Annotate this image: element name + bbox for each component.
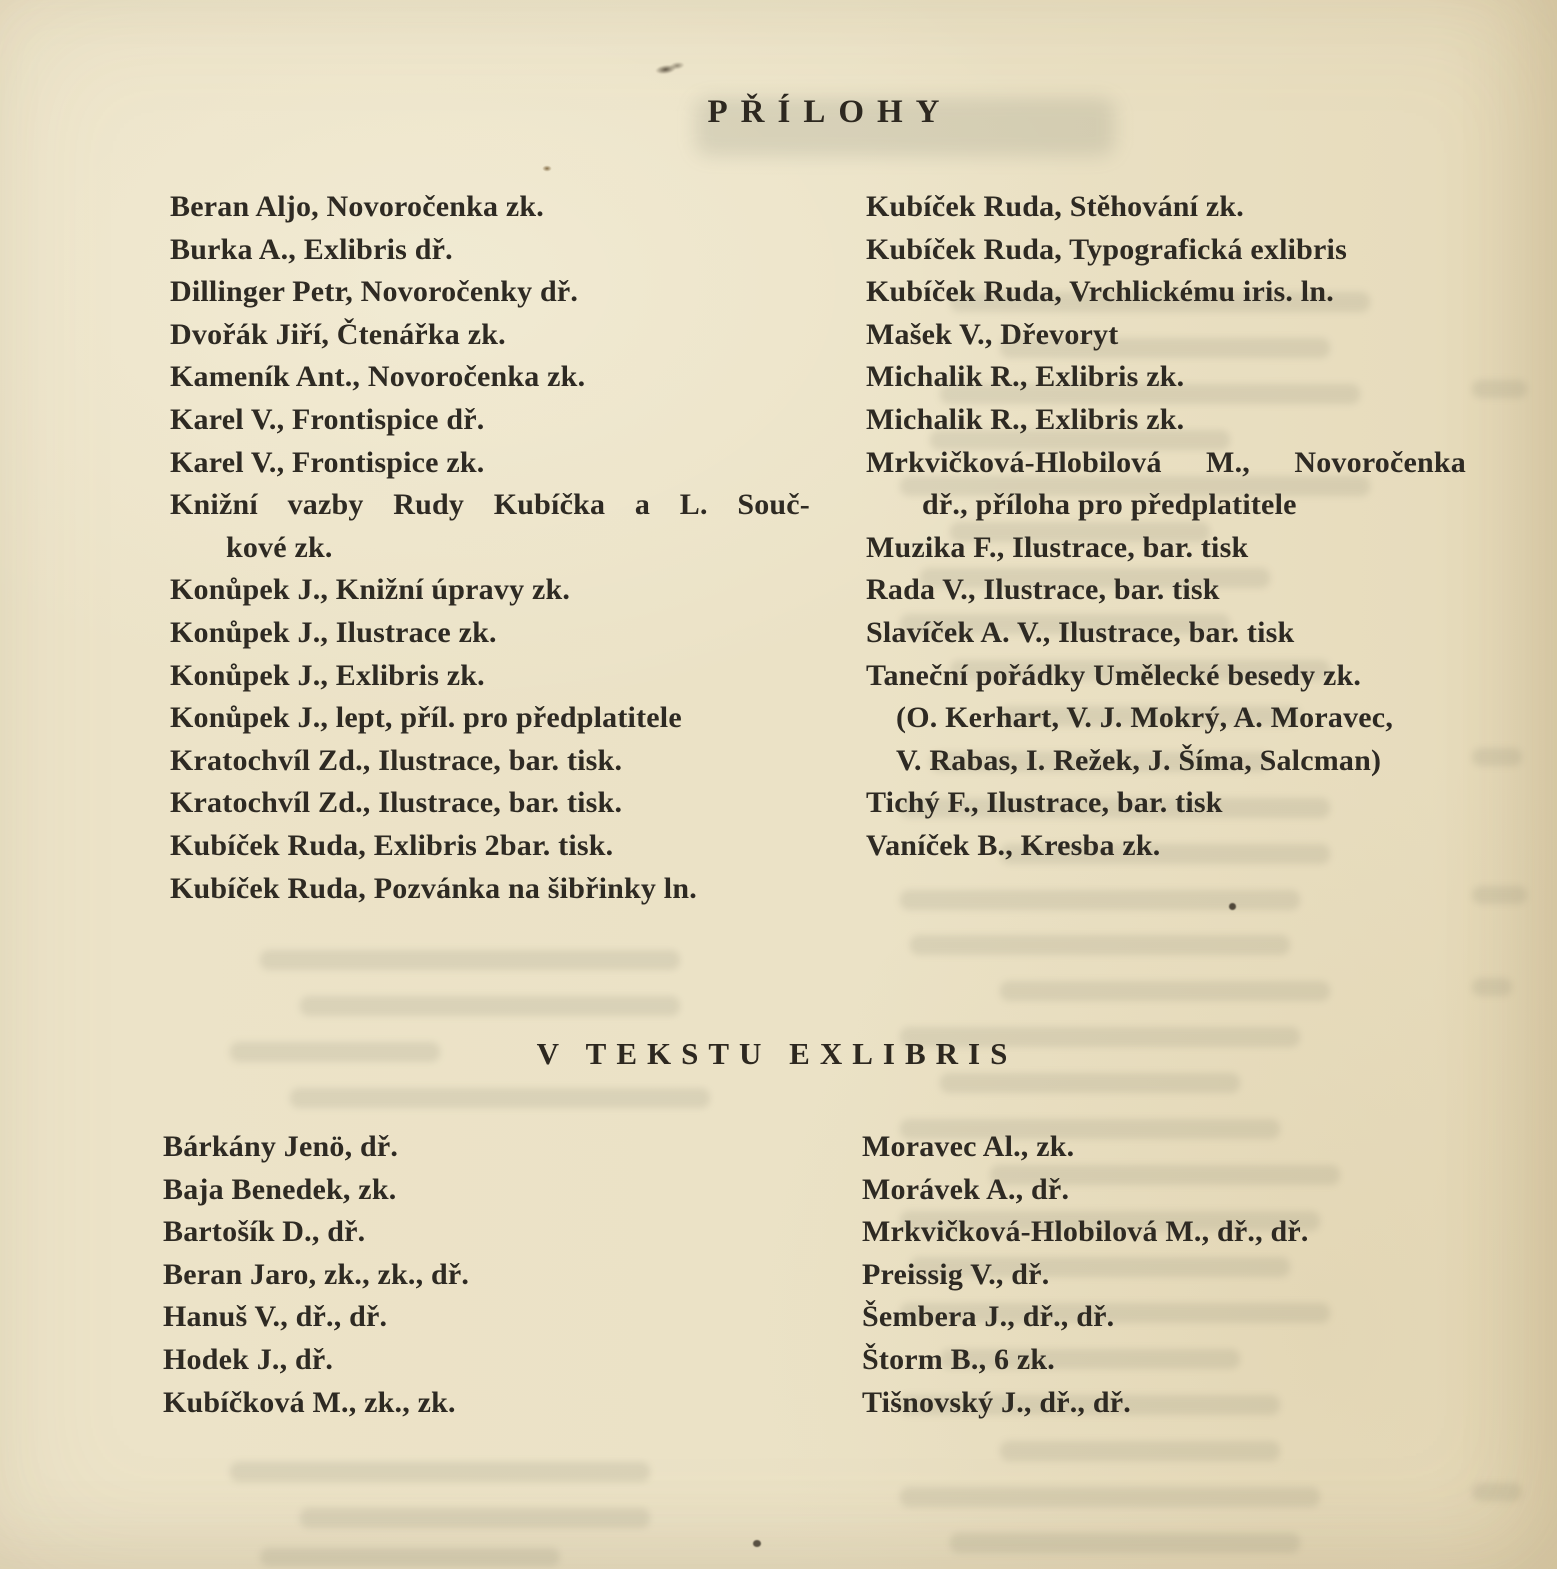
list-line: Michalik R., Exlibris zk.: [866, 402, 1185, 436]
list-line: Bartošík D., dř.: [163, 1215, 366, 1249]
list-line: Konůpek J., Knižní úpravy zk.: [170, 573, 571, 607]
list-line: Šembera J., dř., dř.: [862, 1300, 1115, 1334]
list-line: Tichý F., Ilustrace, bar. tisk: [866, 786, 1223, 820]
list-line: Muzika F., Ilustrace, bar. tisk: [866, 530, 1249, 564]
list-line: Mašek V., Dřevoryt: [866, 317, 1119, 351]
list-line: Mrkvičková-Hlobilová M., dř., dř.: [862, 1215, 1309, 1249]
list-line: Hanuš V., dř., dř.: [163, 1300, 388, 1334]
list-line: Slavíček A. V., Ilustrace, bar. tisk: [866, 615, 1295, 649]
list-line: Tišnovský J., dř., dř.: [862, 1385, 1131, 1419]
list-line: Kubíček Ruda, Exlibris 2bar. tisk.: [170, 828, 614, 862]
list-line: Vaníček B., Kresba zk.: [866, 828, 1161, 862]
list-line: dř., příloha pro předplatitele: [922, 488, 1297, 522]
list-line: Bárkány Jenö, dř.: [163, 1130, 399, 1163]
list-line: Beran Aljo, Novoročenka zk.: [170, 190, 544, 223]
page-title: PŘÍLOHY: [707, 94, 953, 130]
list-line: Kubíčková M., zk., zk.: [163, 1385, 456, 1419]
list-line: Kubíček Ruda, Stěhování zk.: [866, 190, 1244, 223]
list-line: Morávek A., dř.: [862, 1172, 1070, 1206]
list-line: Knižní vazby Rudy Kubíčka a L. Souč-: [170, 488, 810, 522]
list-line: Dvořák Jiří, Čtenářka zk.: [170, 317, 506, 351]
list-line: kové zk.: [226, 530, 333, 564]
list-line: Burka A., Exlibris dř.: [170, 232, 453, 266]
list-line: Karel V., Frontispice dř.: [170, 402, 485, 436]
list-line: Kubíček Ruda, Pozvánka na šibřinky ln.: [170, 871, 697, 905]
list-line: V. Rabas, I. Režek, J. Šíma, Salcman): [896, 743, 1382, 777]
list-line: Kubíček Ruda, Typografická exlibris: [866, 232, 1347, 266]
vtekstu-column-left: [163, 1126, 803, 1424]
list-line: Mrkvičková-Hlobilová M., Novoročenka: [866, 445, 1466, 479]
list-line: Kubíček Ruda, Vrchlickému iris. ln.: [866, 275, 1334, 309]
section-title: V TEKSTU EXLIBRIS: [536, 1036, 1018, 1071]
list-line: (O. Kerhart, V. J. Mokrý, A. Moravec,: [896, 701, 1394, 735]
list-line: Rada V., Ilustrace, bar. tisk: [866, 573, 1220, 607]
list-line: Preissig V., dř.: [862, 1257, 1050, 1291]
list-line: Štorm B., 6 zk.: [862, 1342, 1055, 1376]
list-line: Karel V., Frontispice zk.: [170, 445, 485, 479]
list-line: Beran Jaro, zk., zk., dř.: [163, 1257, 470, 1291]
list-line: Hodek J., dř.: [163, 1342, 334, 1376]
list-line: Konůpek J., Exlibris zk.: [170, 658, 485, 692]
list-line: Kameník Ant., Novoročenka zk.: [170, 360, 586, 394]
list-line: Kratochvíl Zd., Ilustrace, bar. tisk.: [170, 743, 623, 777]
list-line: Michalik R., Exlibris zk.: [866, 360, 1185, 394]
list-line: Moravec Al., zk.: [862, 1130, 1075, 1163]
prilohy-column-right: [866, 186, 1466, 868]
list-line: Taneční pořádky Umělecké besedy zk.: [866, 658, 1362, 692]
prilohy-column-left: [170, 186, 810, 910]
vtekstu-column-right: [862, 1126, 1472, 1424]
list-line: Konůpek J., Ilustrace zk.: [170, 615, 497, 649]
list-line: Kratochvíl Zd., Ilustrace, bar. tisk.: [170, 786, 623, 820]
list-line: Konůpek J., lept, příl. pro předplatitele: [170, 701, 682, 735]
list-line: Dillinger Petr, Novoročenky dř.: [170, 275, 579, 309]
list-line: Baja Benedek, zk.: [163, 1172, 397, 1206]
